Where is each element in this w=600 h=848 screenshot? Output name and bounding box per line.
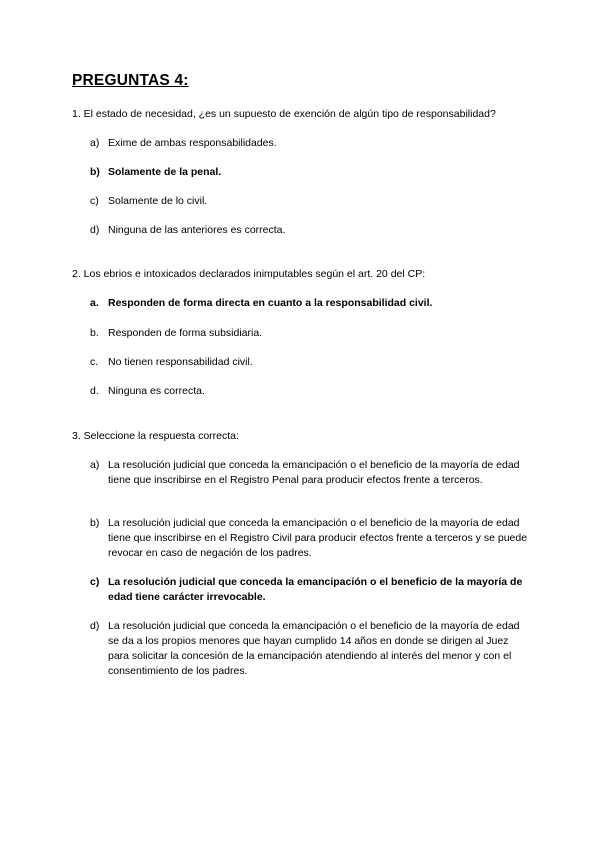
option-label: a.: [90, 297, 99, 309]
question-3-option-c-correct: [90, 575, 530, 605]
option-label: a): [90, 459, 100, 471]
question-2-text: 2. Los ebrios e intoxicados declarados inimputables según el art. 20 del CP:: [72, 268, 426, 280]
option-text: La resolución judicial que conceda la emancipación o el beneficio de la mayoría de edad tiene que inscribirse en el Registro Civil para producir efectos frente a terceros y se puede revocar en caso de negación de los padres.: [108, 517, 528, 559]
question-2-option-c: [90, 355, 530, 370]
option-label: c): [90, 576, 100, 588]
option-label: b): [90, 166, 100, 178]
option-text: La resolución judicial que conceda la emancipación o el beneficio de la mayoría de edad tiene carácter irrevocable.: [108, 576, 523, 603]
option-text: Solamente de lo civil.: [108, 195, 208, 207]
option-text: Exime de ambas responsabilidades.: [108, 137, 277, 149]
question-1-option-b-correct: [90, 165, 530, 180]
option-label: b): [90, 517, 100, 529]
option-label: b.: [90, 327, 99, 339]
option-label: a): [90, 137, 100, 149]
question-2-option-d: [90, 384, 530, 399]
question-1-option-a: [90, 136, 530, 151]
question-3-text: 3. Seleccione la respuesta correcta:: [72, 430, 239, 442]
option-text: No tienen responsabilidad civil.: [108, 356, 253, 368]
option-text: Solamente de la penal.: [108, 166, 222, 178]
option-text: La resolución judicial que conceda la emancipación o el beneficio de la mayoría de edad tiene que inscribirse en el Registro Penal para producir efectos frente a terceros.: [108, 459, 520, 486]
option-label: d.: [90, 385, 99, 397]
option-label: c.: [90, 356, 99, 368]
question-1-option-d: [90, 223, 530, 238]
option-text: La resolución judicial que conceda la emancipación o el beneficio de la mayoría de edad se da a los propios menores que hayan cumplido 14 años en donde se dirigen al Juez para solicitar la concesión de la emancipación atendiendo al interés del menor y con el consentimiento de los padres.: [108, 620, 520, 677]
page-title: PREGUNTAS 4:: [72, 72, 189, 89]
option-text: Ninguna de las anteriores es correcta.: [108, 224, 286, 236]
question-2-option-a-correct: [90, 296, 530, 311]
question-3-option-d: [90, 619, 530, 679]
question-1-text: 1. El estado de necesidad, ¿es un supuesto de exención de algún tipo de responsabilidad?: [72, 108, 496, 120]
option-label: d): [90, 620, 100, 632]
question-3-option-b: [90, 516, 530, 561]
question-2-option-b: [90, 326, 530, 341]
question-3-option-a: [90, 458, 530, 488]
option-text: Responden de forma directa en cuanto a la responsabilidad civil.: [108, 297, 433, 309]
option-text: Responden de forma subsidiaria.: [108, 327, 263, 339]
option-label: c): [90, 195, 99, 207]
option-text: Ninguna es correcta.: [108, 385, 205, 397]
option-label: d): [90, 224, 100, 236]
question-1-option-c: [90, 194, 530, 209]
